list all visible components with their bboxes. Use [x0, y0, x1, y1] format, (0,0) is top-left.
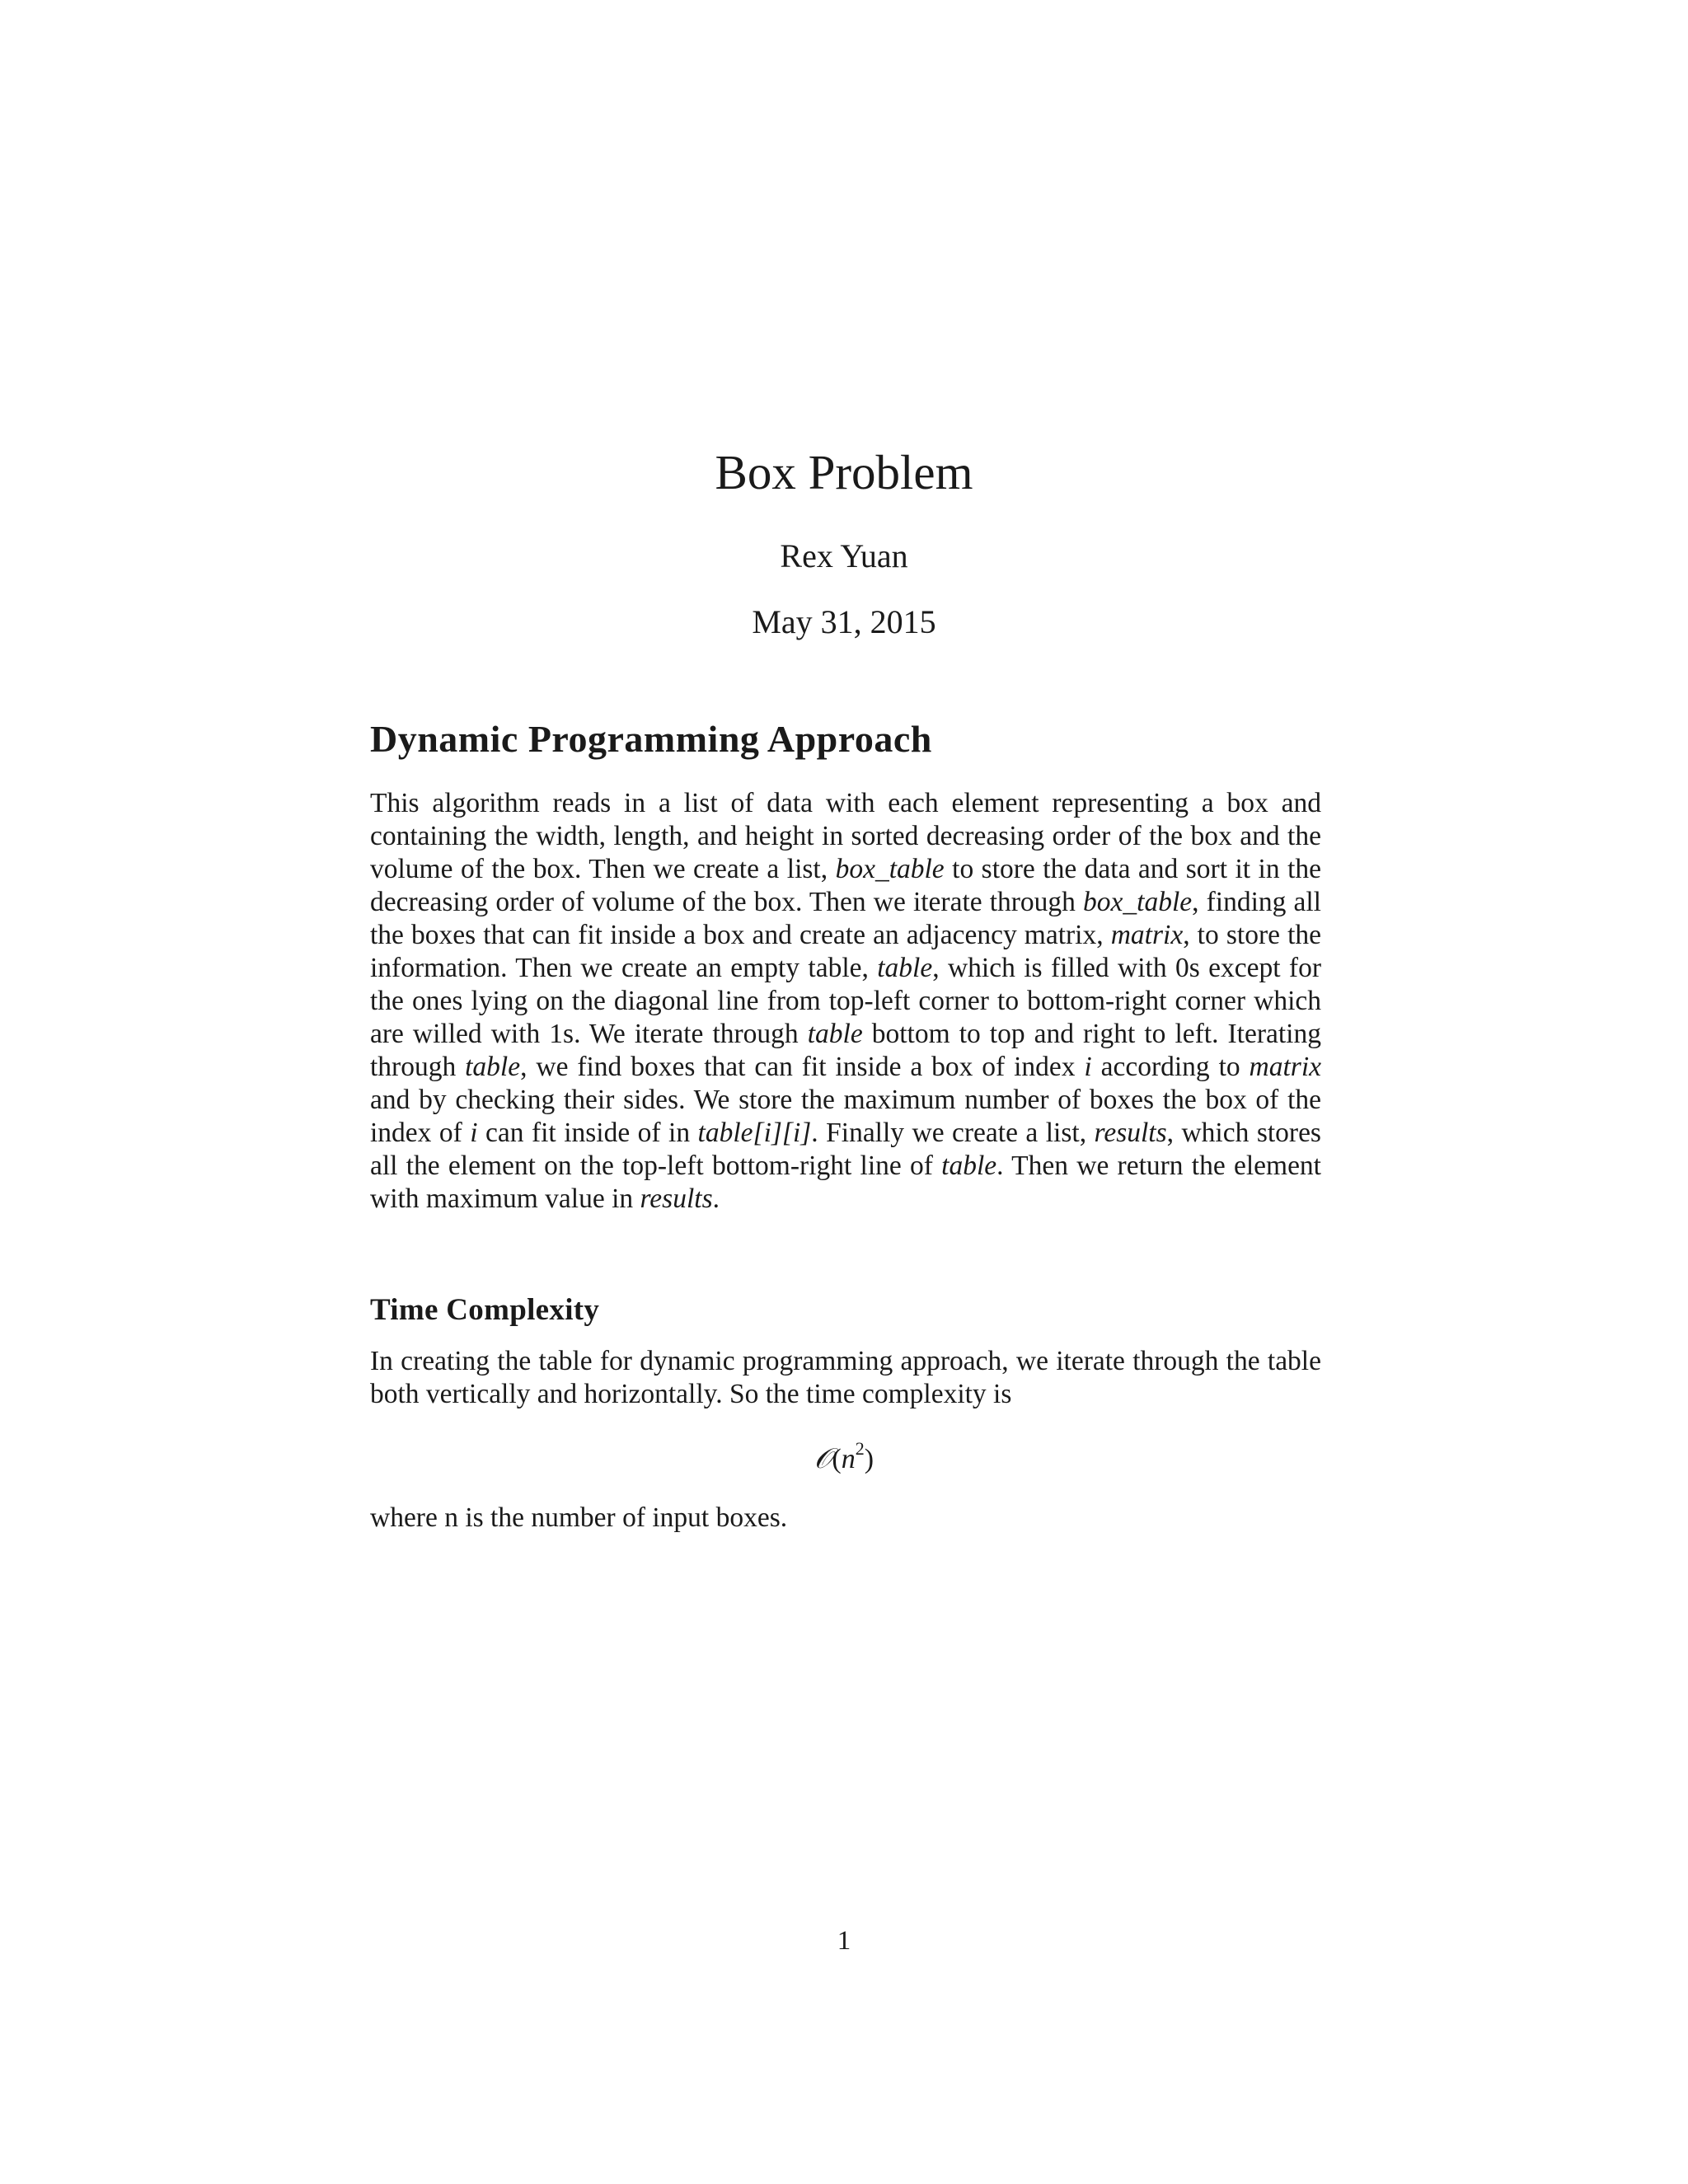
big-o-symbol: 𝒪: [814, 1442, 832, 1475]
time-complexity-note: where n is the number of input boxes.: [370, 1502, 788, 1533]
italic-term: box_table: [835, 854, 945, 884]
italic-term: results: [640, 1183, 713, 1214]
italic-term: table[i][i]: [697, 1118, 812, 1148]
italic-term: table: [941, 1151, 997, 1181]
italic-term: matrix: [1249, 1052, 1321, 1082]
text-run: according to: [1091, 1052, 1250, 1082]
text-run: .: [712, 1183, 720, 1214]
text-run: . Then we return the element with maximum value in: [370, 1151, 1321, 1214]
text-run: , which stores all the element on the top-left bottom-right line of: [370, 1118, 1321, 1181]
italic-term: results: [1094, 1118, 1167, 1148]
document-date: May 31, 2015: [752, 603, 936, 640]
text-run: , to store the information. Then we create an empty table,: [370, 920, 1321, 983]
formula-open-paren: (: [832, 1444, 842, 1474]
formula-close-paren: ): [864, 1444, 874, 1474]
text-run: . Finally we create a list,: [811, 1118, 1095, 1148]
text-run: This algorithm reads in a list of data with each element representing a box and containing the width, length, and height in sorted decreasing order of the box and the volume of the box. Then we create a list,: [370, 788, 1321, 884]
text-run: to store the data and sort it in the decreasing order of volume of the box. Then we iterate through: [370, 854, 1321, 917]
text-run: , we find boxes that can fit inside a box of index: [520, 1052, 1085, 1082]
section-heading-dynamic-programming: Dynamic Programming Approach: [370, 718, 932, 760]
document-author: Rex Yuan: [780, 537, 908, 574]
italic-term: table: [465, 1052, 521, 1082]
document-title: Box Problem: [715, 445, 973, 499]
italic-term: table: [807, 1019, 863, 1049]
italic-term: i: [1084, 1052, 1092, 1082]
text-run: and by checking their sides. We store the maximum number of boxes the box of the index of: [370, 1085, 1321, 1148]
page-number: 1: [837, 1926, 851, 1956]
time-complexity-paragraph: In creating the table for dynamic programming approach, we iterate through the table both vertically and horizontally. So the time complexity is: [370, 1346, 1321, 1409]
subsection-heading-time-complexity: Time Complexity: [370, 1293, 600, 1327]
italic-term: table: [877, 953, 933, 983]
text-run: bottom to top and right to left. Iterating through: [370, 1019, 1321, 1082]
italic-term: matrix: [1110, 920, 1184, 950]
formula-exponent: 2: [855, 1438, 865, 1459]
section-paragraph-algorithm: [370, 787, 1321, 1216]
formula-base: n: [841, 1444, 856, 1474]
italic-term: i: [470, 1118, 478, 1148]
text-run: , finding all the boxes that can fit inside a box and create an adjacency matrix,: [370, 887, 1321, 950]
italic-term: box_table: [1083, 887, 1193, 917]
complexity-formula: [0, 1438, 1688, 1480]
text-run: can fit inside of in: [477, 1118, 698, 1148]
text-run: , which is filled with 0s except for the ones lying on the diagonal line from top-left corner to bottom-right corner which are willed with 1s. We iterate through: [370, 953, 1321, 1049]
